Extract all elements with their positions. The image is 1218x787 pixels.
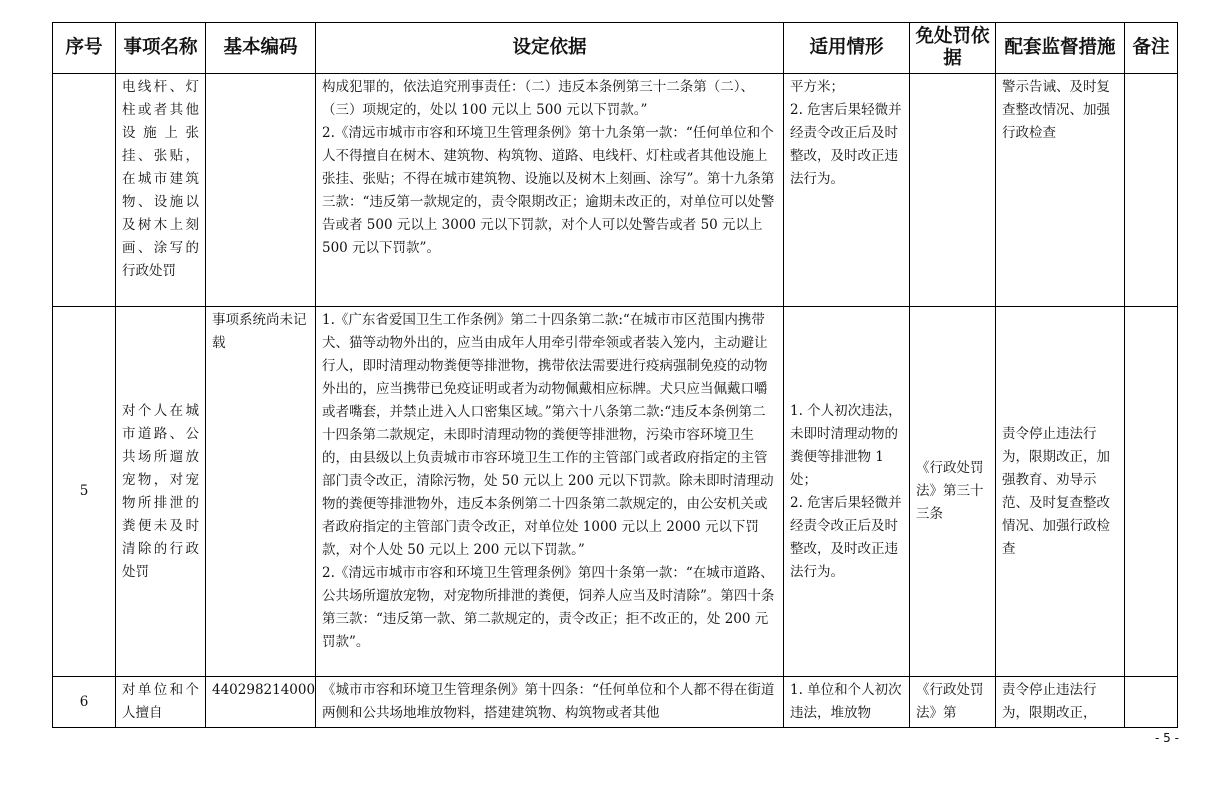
row-number [53, 74, 116, 307]
item-name: 对单位和个人擅自 [116, 677, 206, 728]
page-number: - 5 - [1155, 731, 1179, 745]
applicable-situation: 1. 单位和个人初次违法，堆放物 [784, 677, 910, 728]
item-name: 电线杆、灯柱或者其他设施上张挂、张贴，在城市建筑物、设施以及树木上刻画、涂写的行政处罚 [116, 74, 206, 307]
row-number: 5 [53, 307, 116, 677]
applicable-situation: 1. 个人初次违法，未即时清理动物的粪便等排泄物 1 处； 2. 危害后果轻微并经责令改正后及时整改，及时改正违法行为。 [784, 307, 910, 677]
remark [1125, 74, 1178, 307]
header-item-name: 事项名称 [116, 23, 206, 74]
header-seq: 序号 [53, 23, 116, 74]
header-exempt-basis: 免处罚依据 [910, 23, 996, 74]
basis-paragraph: 2.《清远市城市市容和环境卫生管理条例》第四十条第一款：“在城市道路、公共场所遛放宠物，对宠物所排泄的粪便，饲养人应当及时清除”。第四十条第三款：“违反第一款、第二款规定的，责令改正；拒不改正的，处 200 元罚款”。 [322, 565, 775, 650]
basis-paragraph: 构成犯罪的，依法追究刑事责任：（二）违反本条例第三十二条第（二）、（三）项规定的，处以 100 元以上 500 元以下罚款。” [322, 79, 754, 118]
remark [1125, 677, 1178, 728]
item-code: 440298214000 [206, 677, 316, 728]
legal-basis [316, 677, 784, 728]
item-name: 对个人在城市道路、公共场所遛放宠物，对宠物所排泄的粪便未及时清除的行政处罚 [116, 307, 206, 677]
header-row [53, 23, 1178, 74]
row-number: 6 [53, 677, 116, 728]
item-code [206, 74, 316, 307]
exempt-basis: 《行政处罚法》第三十三条 [910, 307, 996, 677]
item-code: 事项系统尚未记载 [206, 307, 316, 677]
header-remark: 备注 [1125, 23, 1178, 74]
basis-paragraph: 《城市市容和环境卫生管理条例》第十四条：“任何单位和个人都不得在街道两侧和公共场地堆放物料，搭建建筑物、构筑物或者其他 [322, 682, 775, 721]
exempt-basis: 《行政处罚法》第 [910, 677, 996, 728]
remark [1125, 307, 1178, 677]
header-situation: 适用情形 [784, 23, 910, 74]
supervision-measures: 警示告诫、及时复查整改情况、加强行政检查 [996, 74, 1125, 307]
table-row [53, 74, 1178, 307]
header-code: 基本编码 [206, 23, 316, 74]
header-measures: 配套监督措施 [996, 23, 1125, 74]
legal-basis [316, 74, 784, 307]
table-row [53, 307, 1178, 677]
basis-paragraph: 2.《清远市城市市容和环境卫生管理条例》第十九条第一款：“任何单位和个人不得擅自在树木、建筑物、构筑物、道路、电线杆、灯柱或者其他设施上张挂、张贴；不得在城市建筑物、设施以及树木上刻画、涂写”。第十九条第三款：“违反第一款规定的，责令限期改正；逾期未改正的，对单位可以处警告或者 500 元以上 3000 元以下罚款，对个人可以处警告或者 50 元以上 500 元以下罚款”。 [322, 125, 775, 256]
table-row [53, 677, 1178, 728]
legal-basis [316, 307, 784, 677]
basis-paragraph: 1.《广东省爱国卫生工作条例》第二十四条第二款:“在城市市区范围内携带犬、猫等动物外出的，应当由成年人用牵引带牵领或者装入笼内，主动避让行人，即时清理动物粪便等排泄物，携带依法需要进行疫病强制免疫的动物外出的，应当携带已免疫证明或者为动物佩戴相应标牌。犬只应当佩戴口嚼或者嘴套，并禁止进入人口密集区域。”第六十八条第二款:“违反本条例第二十四条第二款规定，未即时清理动物的粪便等排泄物，污染市容环境卫生的，由县级以上负责城市市容环境卫生工作的主管部门或者政府指定的主管部门责令改正，清除污物，处 50 元以上 200 元以下罚款。除未即时清理动物的粪便等排泄物外，违反本条例第二十四条第二款规定的，由公安机关或者政府指定的主管部门责令改正，对单位处 1000 元以上 2000 元以下罚款，对个人处 50 元以上 200 元以下罚款。” [322, 312, 774, 558]
exempt-basis [910, 74, 996, 307]
header-basis: 设定依据 [316, 23, 784, 74]
regulation-table [52, 22, 1178, 728]
supervision-measures: 责令停止违法行为，限期改正，加强教育、劝导示范、及时复查整改情况、加强行政检查 [996, 307, 1125, 677]
supervision-measures: 责令停止违法行为，限期改正， [996, 677, 1125, 728]
applicable-situation: 平方米； 2. 危害后果轻微并经责令改正后及时整改，及时改正违法行为。 [784, 74, 910, 307]
